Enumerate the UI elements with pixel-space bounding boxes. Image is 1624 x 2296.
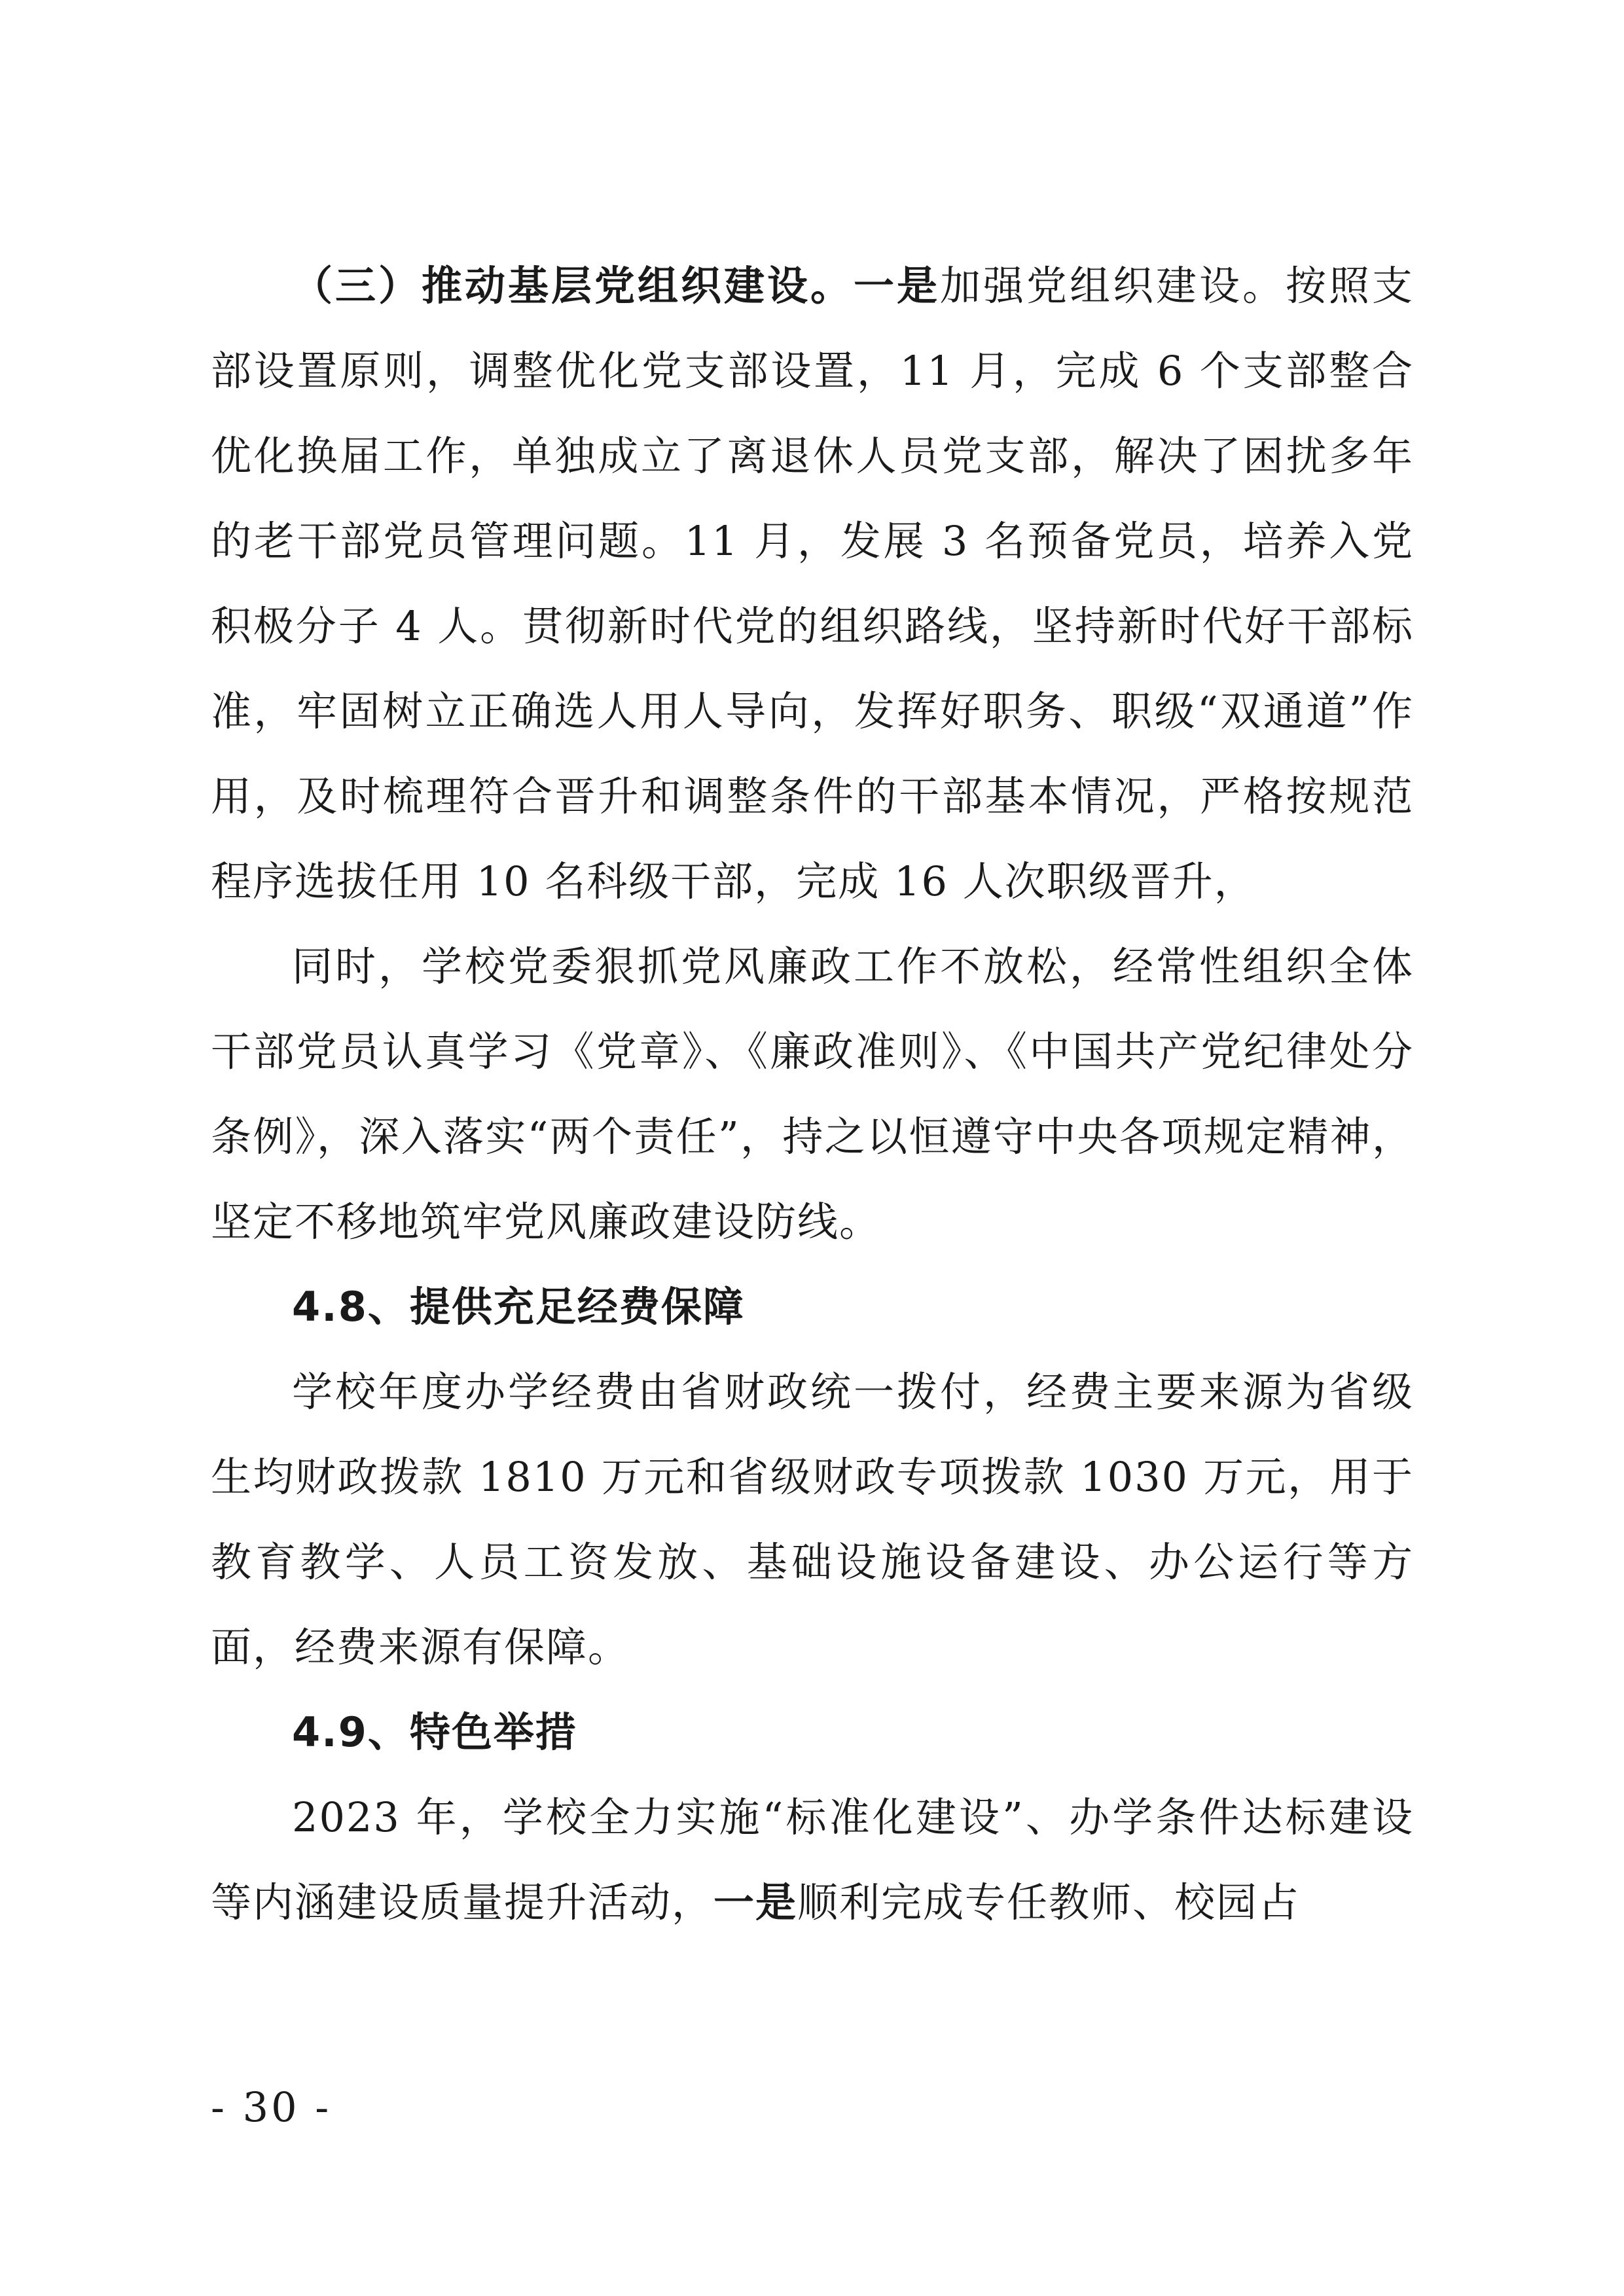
- section-heading-4-8: 4.8、提供充足经费保障: [292, 1283, 745, 1331]
- paragraph-body-start: 2023 年，学校全力实施“标准化建设”、办学条件达标建设等内涵建设质量提升活动，: [211, 1793, 1414, 1926]
- page-number: - 30 -: [211, 2083, 332, 2131]
- emphasis-first: 一是: [713, 1878, 798, 1926]
- paragraph-party-organization: [211, 243, 1414, 924]
- paragraph-body: 同时，学校党委狠抓党风廉政工作不放松，经常性组织全体干部党员认真学习《党章》、《廉政准则》、《中国共产党纪律处分条例》，深入落实“两个责任”，持之以恒遵守中央各项规定精神，坚定不移地筑牢党风廉政建设防线。: [211, 942, 1414, 1246]
- paragraph-funding: [211, 1350, 1414, 1690]
- paragraph-body: 加强党组织建设。按照支部设置原则，调整优化党支部设置，11 月，完成 6 个支部整合优化换届工作，单独成立了离退休人员党支部，解决了困扰多年的老干部党员管理问题。11 月，发展 3 名预备党员，培养入党积极分子 4 人。贯彻新时代党的组织路线，坚持新时代好干部标准，牢固树立正确选人用人导向，发挥好职务、职级“双通道”作用，及时梳理符合晋升和调整条件的干部基本情况，严格按规范程序选拔任用 10 名科级干部，完成 16 人次职级晋升，: [211, 262, 1414, 905]
- section-heading-4-9: 4.9、特色举措: [292, 1708, 577, 1756]
- paragraph-body: 学校年度办学经费由省财政统一拨付，经费主要来源为省级生均财政拨款 1810 万元和省级财政专项拨款 1030 万元，用于教育教学、人员工资发放、基础设施设备建设、办公运行等方面，经费来源有保障。: [211, 1368, 1414, 1671]
- paragraph-integrity: [211, 924, 1414, 1265]
- paragraph-featured-measures: [211, 1775, 1414, 1945]
- paragraph-body-end: 顺利完成专任教师、校园占: [797, 1878, 1301, 1926]
- paragraph-lead-heading: （三）推动基层党组织建设。: [292, 262, 854, 310]
- page-content: [211, 243, 1414, 1945]
- emphasis-first: 一是: [853, 262, 940, 310]
